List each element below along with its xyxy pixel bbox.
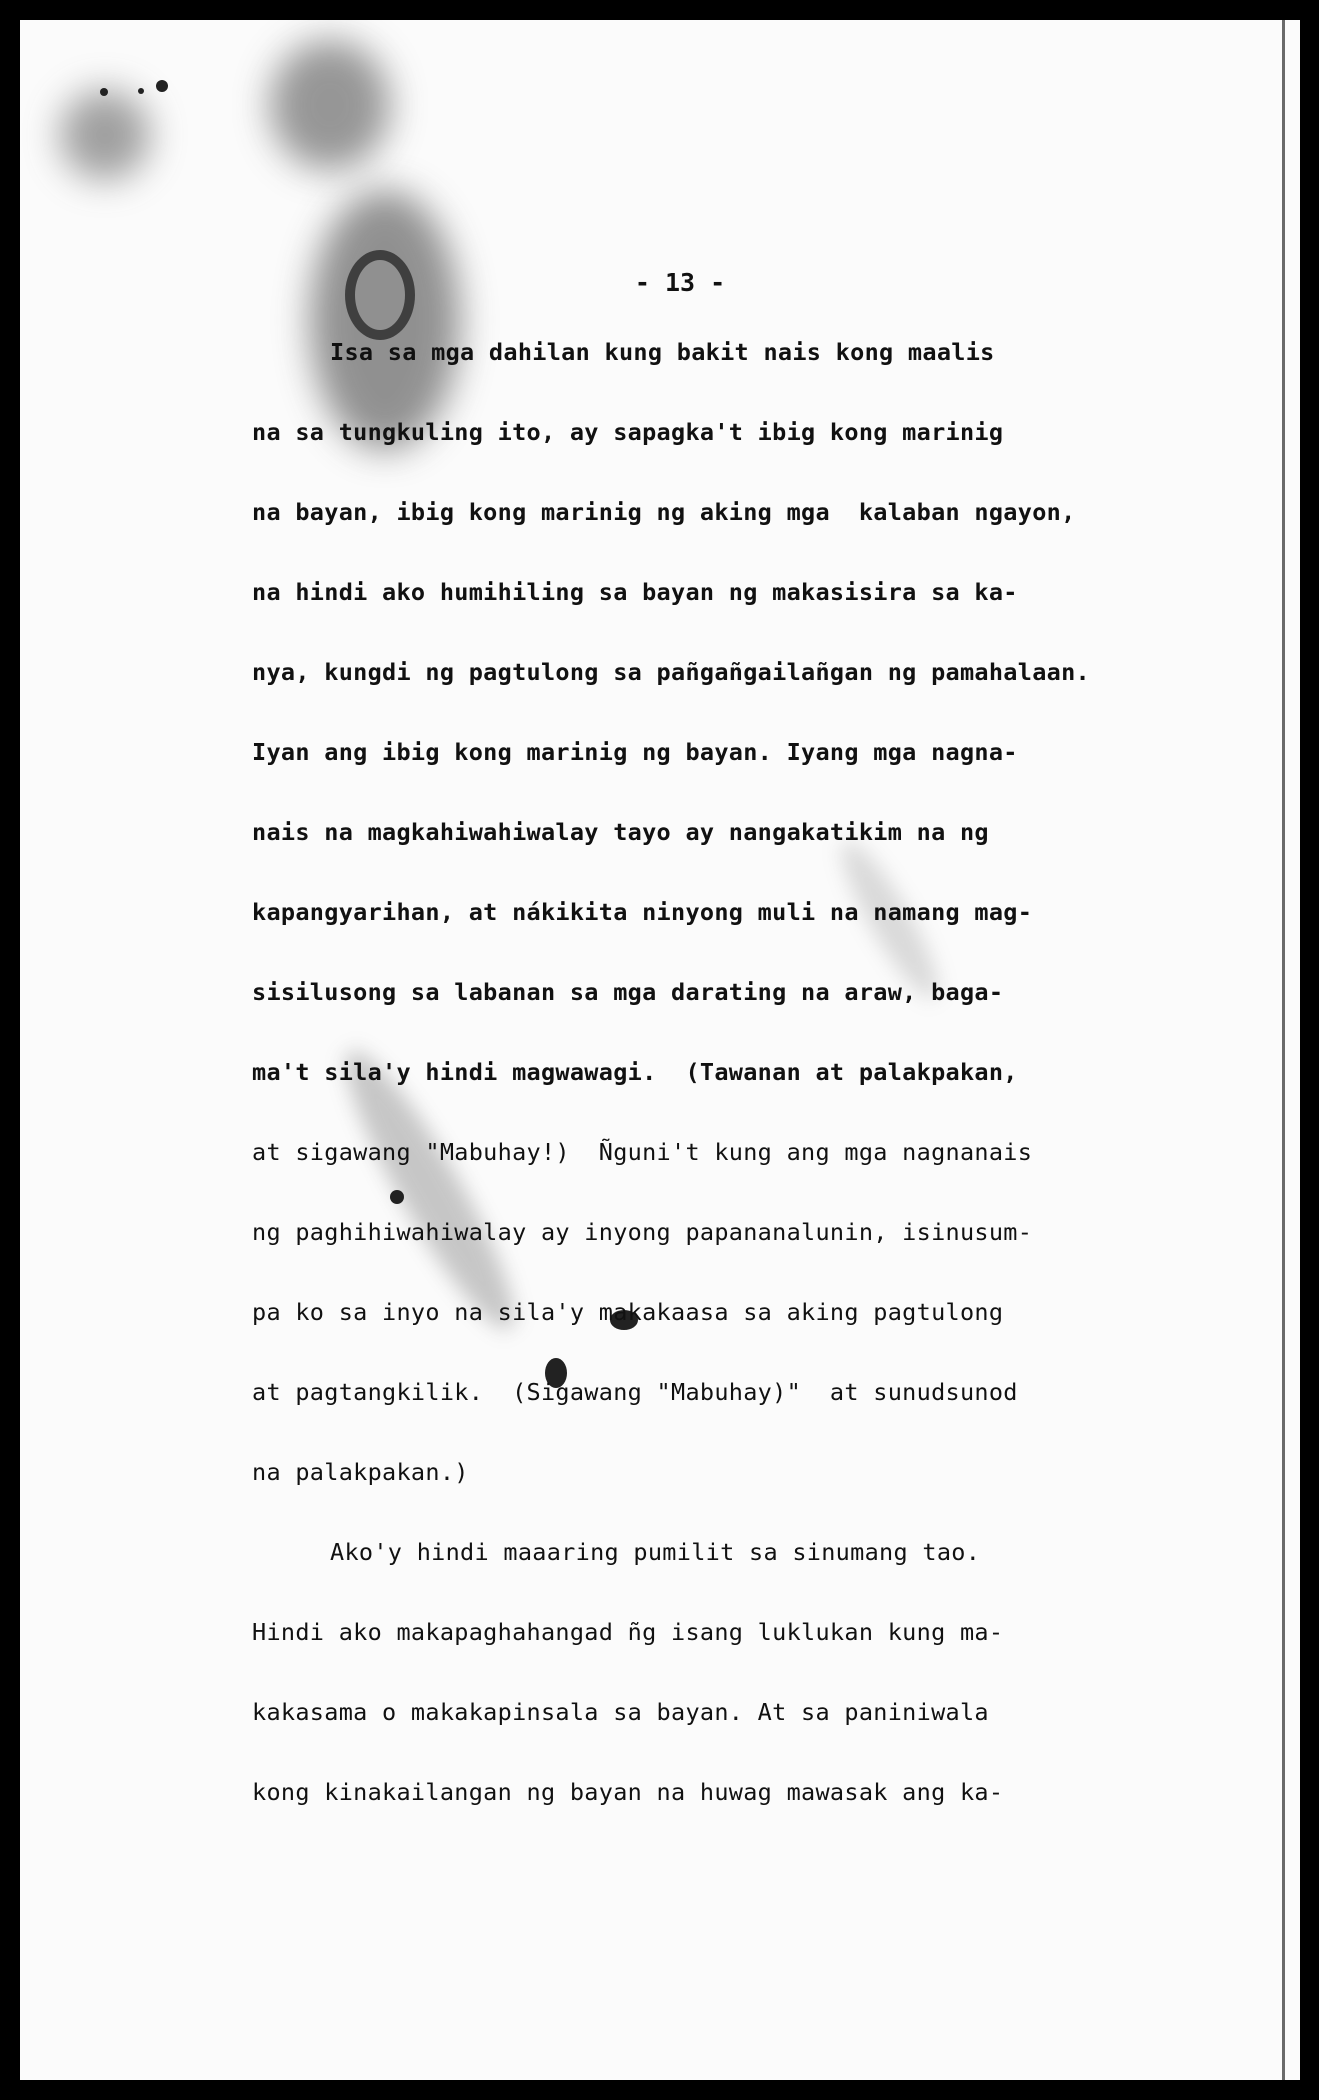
text-line: ng paghihiwahiwalay ay inyong papananalunin, isinusum- [252,1218,1033,1246]
text-line: na sa tungkuling ito, ay sapagka't ibig kong marinig [252,418,1004,446]
ink-blot [390,1190,404,1204]
text-line: pa ko sa inyo na sila'y makakaasa sa aking pagtulong [252,1298,1004,1326]
text-line: at sigawang "Mabuhay!) Ñguni't kung ang mga nagnanais [252,1138,1033,1166]
document-page [20,20,1300,2080]
text-line: na palakpakan.) [252,1458,469,1486]
text-line: nais na magkahiwahiwalay tayo ay nangakatikim na ng [252,818,989,846]
text-line: kong kinakailangan ng bayan na huwag mawasak ang ka- [252,1778,1004,1806]
text-line: Iyan ang ibig kong marinig ng bayan. Iyang mga nagna- [252,738,1018,766]
text-line: nya, kungdi ng pagtulong sa pañgañgailañgan ng pamahalaan. [252,658,1090,686]
text-line: Ako'y hindi maaaring pumilit sa sinumang tao. [330,1538,981,1566]
text-line: kakasama o makakapinsala sa bayan. At sa paniniwala [252,1698,989,1726]
text-line: na bayan, ibig kong marinig ng aking mga kalaban ngayon, [252,498,1076,526]
speck [100,88,108,96]
ink-smudge-top-left [60,90,150,180]
text-line: na hindi ako humihiling sa bayan ng makasisira sa ka- [252,578,1018,606]
text-line: ma't sila'y hindi magwawagi. (Tawanan at palakpakan, [252,1058,1018,1086]
page-number: - 13 - [634,268,726,297]
ink-smudge-upper [270,40,390,170]
text-line: sisilusong sa labanan sa mga darating na araw, baga- [252,978,1004,1006]
text-line: at pagtangkilik. (Sigawang "Mabuhay)" at sunudsunod [252,1378,1018,1406]
text-line: kapangyarihan, at nákikita ninyong muli na namang mag- [252,898,1033,926]
speck [156,80,168,92]
page-edge-line [1282,20,1285,2080]
text-line: Isa sa mga dahilan kung bakit nais kong maalis [330,338,995,366]
text-line: Hindi ako makapaghahangad ñg isang luklukan kung ma- [252,1618,1004,1646]
speck [138,88,144,94]
